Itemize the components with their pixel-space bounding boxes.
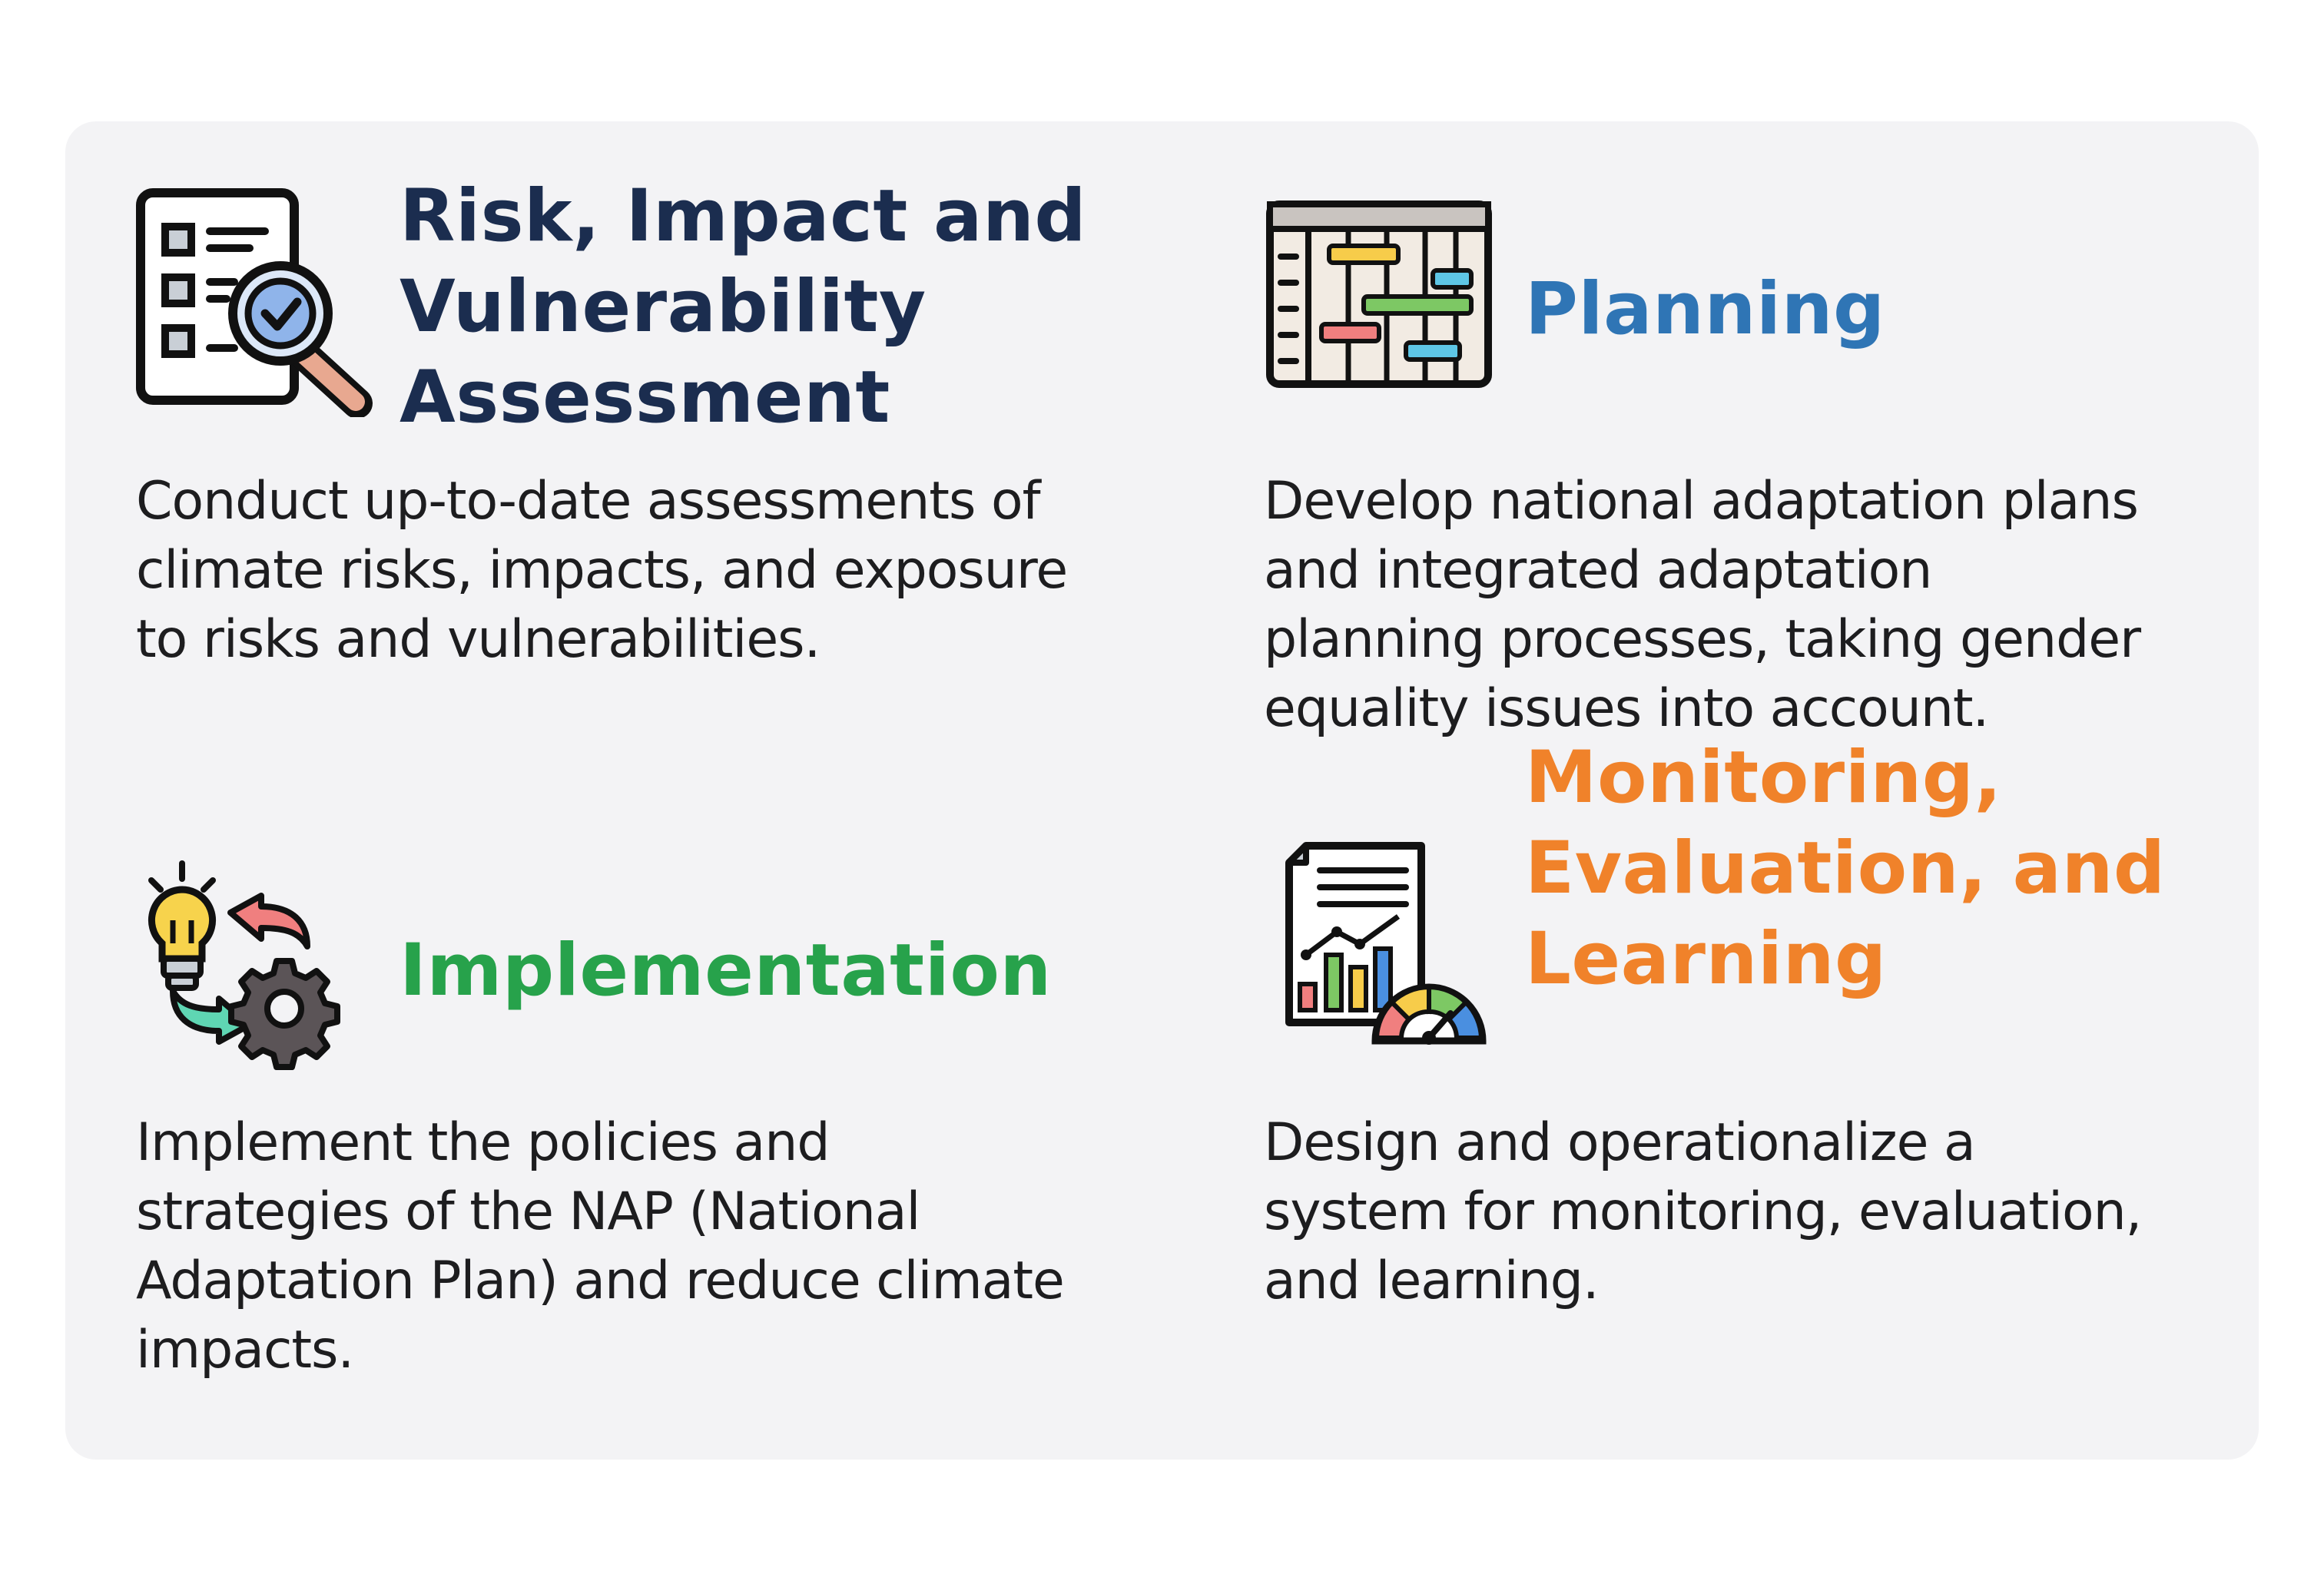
section-description: Design and operationalize a system for monitoring, evaluation, and learning. — [1264, 1112, 2142, 1311]
section-planning — [1164, 121, 2255, 751]
report-gauge-icon — [1283, 840, 1490, 1055]
section-monitoring — [1164, 736, 2255, 1443]
section-title: Risk, Impact and Vulnerability Assessment — [399, 174, 1087, 439]
idea-gear-cycle-icon — [134, 859, 350, 1074]
gantt-chart-icon — [1264, 198, 1494, 390]
section-title: Implementation — [399, 929, 1052, 1012]
section-implementation — [65, 782, 1156, 1443]
section-description: Develop national adaptation plans and integrated adaptation planning processes, taking gender equality issues into account. — [1264, 471, 2141, 739]
section-description: Conduct up-to-date assessments of climate risks, impacts, and exposure to risks and vulnerabilities. — [136, 471, 1068, 670]
section-title: Monitoring, Evaluation, and Learning — [1525, 736, 2166, 1001]
section-risk — [65, 121, 1156, 751]
content-panel — [65, 121, 2259, 1460]
checklist-magnifier-icon — [134, 187, 380, 417]
section-description: Implement the policies and strategies of the NAP (National Adaptation Plan) and reduce climate impacts. — [136, 1112, 1064, 1380]
section-title: Planning — [1525, 267, 1885, 351]
